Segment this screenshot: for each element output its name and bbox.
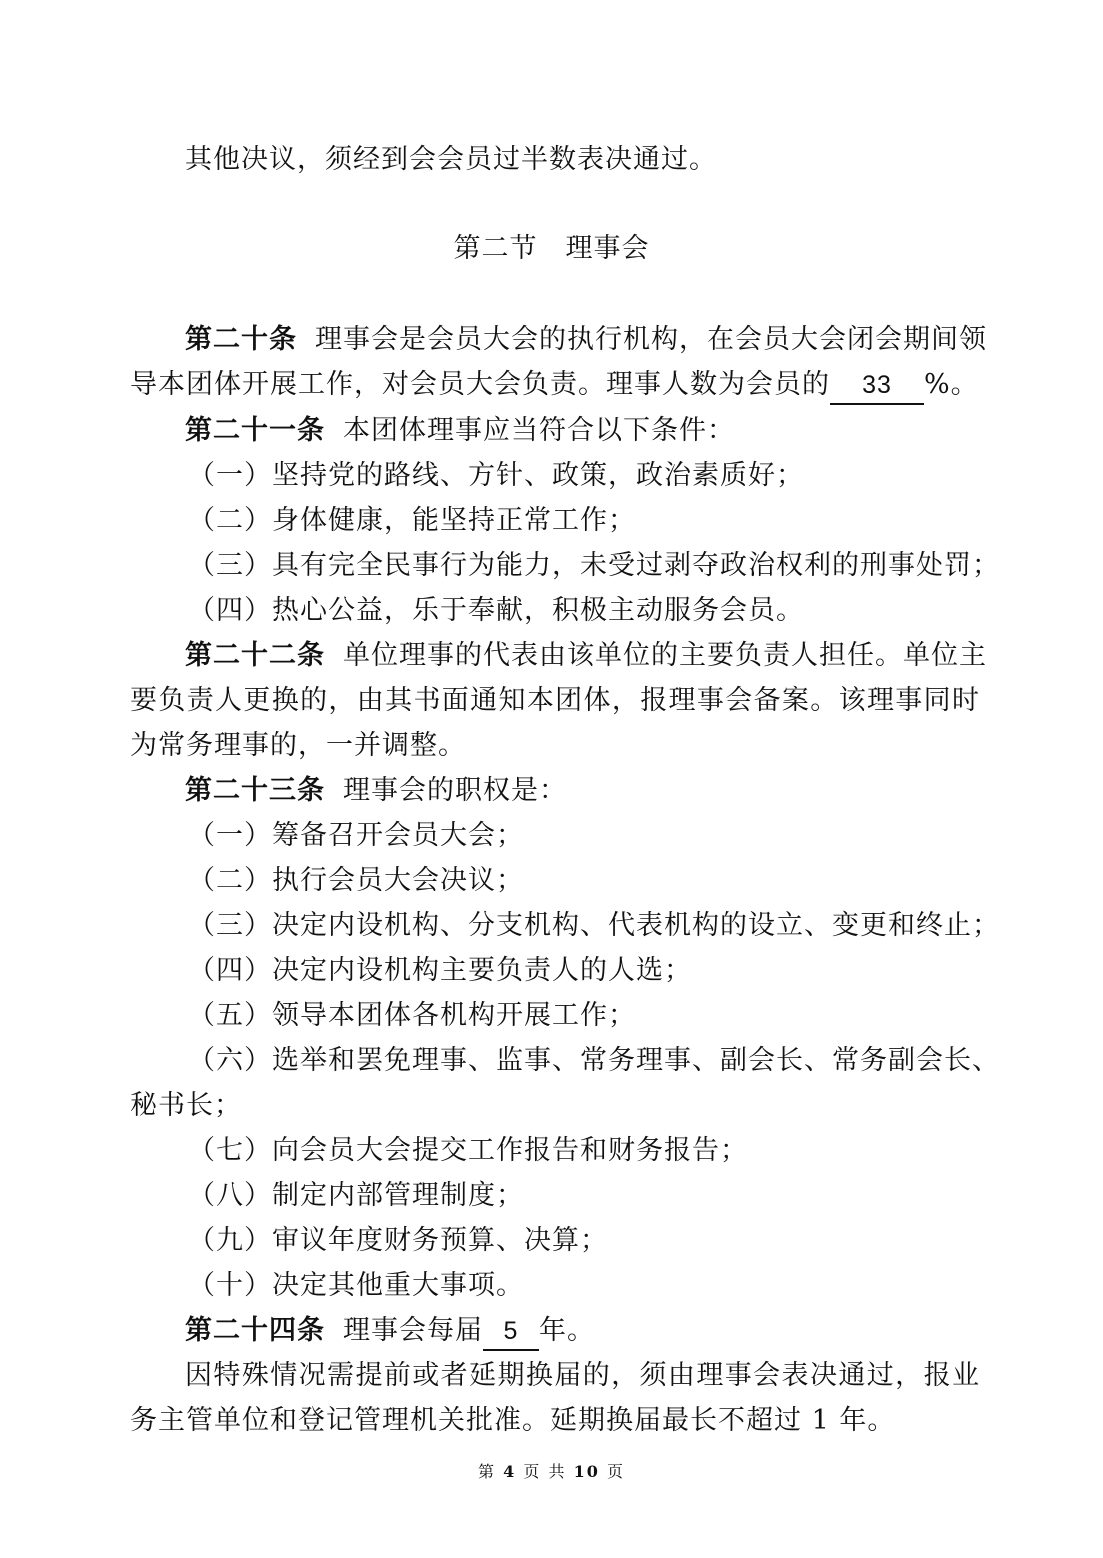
list-item: （一）筹备召开会员大会； — [188, 820, 524, 851]
article-22-text: 单位理事的代表由该单位的主要负责人担任。单位主 — [343, 640, 987, 671]
footer-prefix: 第 — [478, 1462, 497, 1481]
article-23-text: 理事会的职权是： — [343, 775, 567, 806]
article-24-line-1 — [185, 1309, 980, 1353]
director-ratio-blank: 33 — [830, 369, 924, 405]
article-23-title: 第二十三条 — [185, 775, 325, 806]
list-item: （六）选举和罢免理事、监事、常务理事、副会长、常务副会长、 — [188, 1045, 1000, 1076]
paragraph-line: 因特殊情况需提前或者延期换届的，须由理事会表决通过，报业 — [185, 1360, 980, 1391]
footer-middle: 页 共 — [523, 1462, 567, 1481]
article-21-title: 第二十一条 — [185, 415, 325, 446]
page-footer — [0, 1460, 1103, 1484]
list-item: （四）决定内设机构主要负责人的人选； — [188, 955, 692, 986]
article-20-text-3: %。 — [924, 369, 979, 400]
article-23-line-1 — [185, 769, 980, 813]
list-item: （二）身体健康，能坚持正常工作； — [188, 505, 636, 536]
list-item: （三）决定内设机构、分支机构、代表机构的设立、变更和终止； — [188, 910, 1000, 941]
list-item: （四）热心公益，乐于奉献，积极主动服务会员。 — [188, 595, 804, 626]
paragraph-line: 其他决议，须经到会会员过半数表决通过。 — [185, 144, 717, 175]
paragraph-line: 要负责人更换的，由其书面通知本团体，报理事会备案。该理事同时 — [130, 685, 980, 716]
article-22-line-1 — [185, 634, 987, 678]
list-item: （三）具有完全民事行为能力，未受过剥夺政治权利的刑事处罚； — [188, 550, 1000, 581]
article-21-text: 本团体理事应当符合以下条件： — [343, 415, 735, 446]
total-pages: 10 — [573, 1462, 600, 1481]
list-item: （七）向会员大会提交工作报告和财务报告； — [188, 1135, 748, 1166]
article-24-title: 第二十四条 — [185, 1315, 325, 1346]
paragraph-line: 为常务理事的，一并调整。 — [130, 730, 466, 761]
article-24-text-2: 年。 — [539, 1315, 595, 1346]
paragraph-line: 务主管单位和登记管理机关批准。延期换届最长不超过 1 年。 — [130, 1405, 896, 1436]
article-24-text: 理事会每届 — [343, 1315, 483, 1346]
article-22-title: 第二十二条 — [185, 640, 325, 671]
term-years-blank: 5 — [483, 1315, 539, 1351]
article-20-text-2: 导本团体开展工作，对会员大会负责。理事人数为会员的 — [130, 369, 830, 400]
list-item: （五）领导本团体各机构开展工作； — [188, 1000, 636, 1031]
article-21-line-1 — [185, 409, 980, 453]
footer-suffix: 页 — [606, 1462, 625, 1481]
list-item: （一）坚持党的路线、方针、政策，政治素质好； — [188, 460, 804, 491]
article-20-line-2 — [130, 363, 980, 407]
list-item: （八）制定内部管理制度； — [188, 1180, 524, 1211]
list-item: （十）决定其他重大事项。 — [188, 1270, 524, 1301]
list-item-continued: 秘书长； — [130, 1090, 242, 1121]
article-20-line-1 — [185, 318, 987, 362]
section-heading: 第二节 理事会 — [453, 233, 650, 264]
article-20-text: 理事会是会员大会的执行机构，在会员大会闭会期间领 — [315, 324, 987, 355]
article-20-title: 第二十条 — [185, 324, 297, 355]
list-item: （九）审议年度财务预算、决算； — [188, 1225, 608, 1256]
page-number: 4 — [503, 1462, 517, 1481]
list-item: （二）执行会员大会决议； — [188, 865, 524, 896]
